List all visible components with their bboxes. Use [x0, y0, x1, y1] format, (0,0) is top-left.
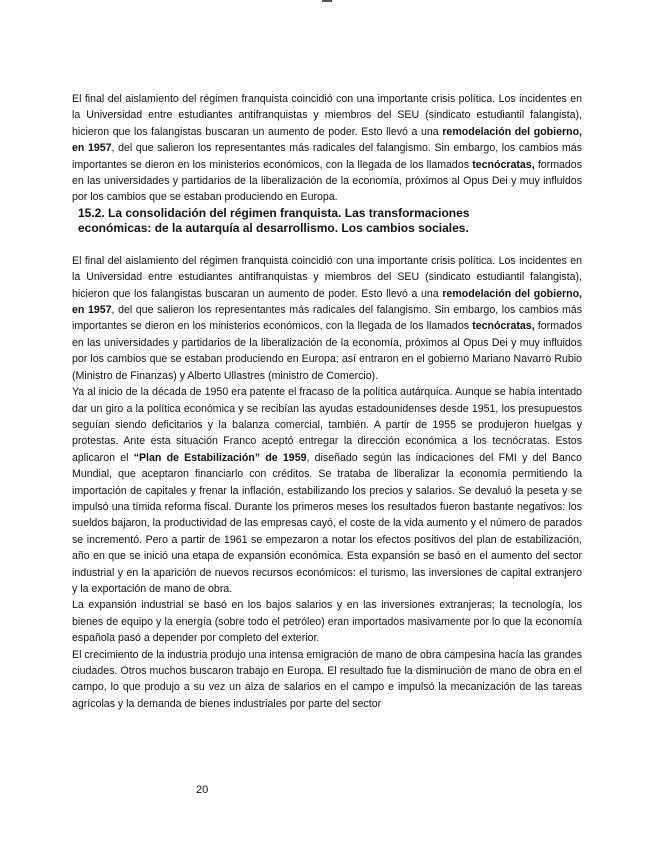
paragraph-2-bold-1: “Plan de Estabilización” de 1959	[133, 451, 307, 464]
document-page	[72, 91, 582, 712]
paragraph-1-bold-1: remodelación del gobierno, en 1957	[72, 287, 582, 317]
intro-text-1: El final del aislamiento del régimen franquista coincidió con una importante crisis política. Los incidentes en la Universidad entre estudiantes antifranquistas y miembros del SEU (sindicato estudiantil falangista), hicieron que los falangistas buscaran un aumento de poder. Esto llevó a una	[72, 93, 582, 138]
intro-text-3: formados en las universidades y partidarios de la liberalización de la economía, próximos al Opus Dei y muy influidos por los cambios que se estaban produciendo en Europa.	[72, 158, 582, 204]
intro-bold-1: remodelación del gobierno, en 1957	[72, 125, 582, 155]
intro-text-2: , del que salieron los representantes más radicales del falangismo. Sin embargo, los cambios más importantes se dieron en los ministerios económicos, con la llegada de los llamados	[72, 142, 582, 171]
intro-bold-2: tecnócratas,	[472, 158, 535, 171]
paragraph-4: El crecimiento de la industria produjo una intensa emigración de mano de obra campesina hacía las grandes ciudades. Otros muchos buscaron trabajo en Europa. El resultado fue la disminución de mano de obra en el campo, lo que produjo a su vez un alza de salarios en el campo e impulsó la mecanización de las tareas agrícolas y la demanda de bienes industriales por parte del sector	[72, 648, 582, 710]
section-heading: 15.2. La consolidación del régimen franquista. Las transformaciones económicas: de la autarquía al desarrollismo. Los cambios sociales.	[78, 205, 470, 235]
paragraph-1-bold-2: tecnócratas,	[472, 320, 535, 333]
paragraph-2-text-1: Ya al inicio de la década de 1950 era patente el fracaso de la política autárquica. Aunque se había intentado dar un giro a la política económica y se recibían las ayudas estadounidenses desde 1951, los presupuestos seguían siendo deficitarios y la balanza comercial, también. A partir de 1955 se produjeron huelgas y protestas. Ante esta situación Franco aceptó entregar la dirección económica a los tecnócratas. Estos aplicaron el	[72, 386, 582, 464]
paragraph-1-text-1: El final del aislamiento del régimen franquista coincidió con una importante crisis política. Los incidentes en la Universidad entre estudiantes antifranquistas y miembros del SEU (sindicato estudiantil falangista), hicieron que los falangistas buscaran un aumento de poder. Esto llevó a una	[72, 254, 582, 300]
paragraph-1	[72, 253, 582, 384]
top-mark	[322, 0, 332, 2]
paragraph-2	[72, 384, 582, 597]
paragraph-1-text-2: , del que salieron los representantes más radicales del falangismo. Sin embargo, los cambios más importantes se dieron en los ministerios económicos, con la llegada de los llamados	[72, 304, 582, 333]
paragraph-1-text-3: formados en las universidades y partidarios de la liberalización de la economía, próximos al Opus Dei y muy influidos por los cambios que se estaban produciendo en Europa; así entraron en el gobierno Mariano Navarro Rubio (Ministro de Finanzas) y Alberto Ullastres (ministro de Comercio).	[72, 320, 582, 382]
intro-paragraph	[72, 91, 582, 206]
paragraph-2-text-2: , diseñado según las indicaciones del FMI y del Banco Mundial, que aceptaron financiarlo con créditos. Se trataba de liberalizar la economía permitiendo la importación de capitales y frenar la inflación, estabilizando los precios y salarios. Se devaluó la peseta y se impulsó una tímida reforma fiscal. Durante los primeros meses los resultados fueron bastante negativos: los sueldos bajaron, la productividad de las empresas cayó, el coste de la vida aumento y el número de parados se incrementó. Pero a partir de 1961 se empezaron a notar los efectos positivos del plan de estabilización, año en que se inició una etapa de expansión económica. Esta expansión se basó en el aumento del sector industrial y en la aparición de nuevos recursos económicos: el turismo, las inversiones de capital extranjero y la exportación de mano de obra.	[72, 451, 582, 595]
page-number: 20	[196, 784, 209, 796]
paragraph-3: La expansión industrial se basó en los bajos salarios y en las inversiones extranjeras; la tecnología, los bienes de equipo y la energía (sobre todo el petróleo) eran importados masivamente por lo que la economía española pasó a depender por completo del exterior.	[72, 599, 582, 645]
